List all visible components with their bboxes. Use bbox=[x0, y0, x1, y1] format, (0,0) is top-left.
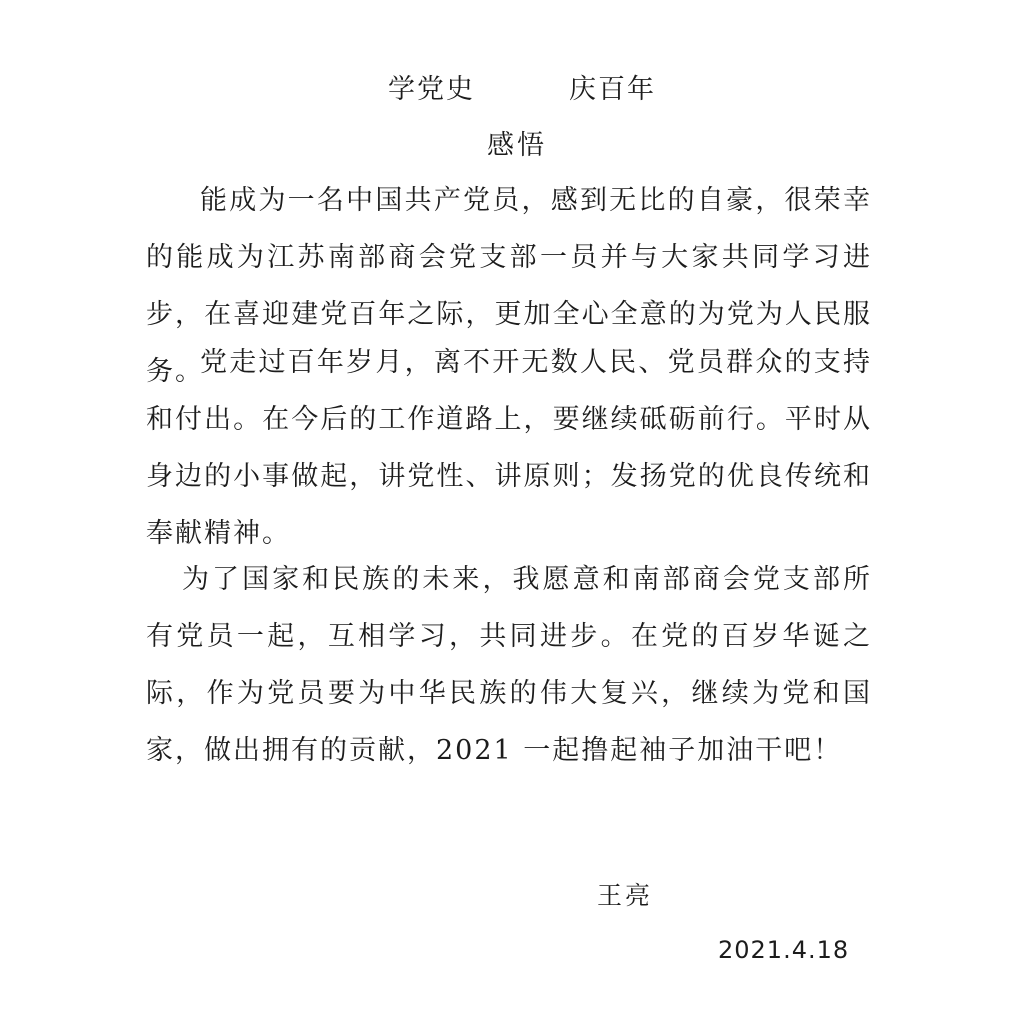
paragraph-3: 为了国家和民族的未来，我愿意和南部商会党支部所有党员一起，互相学习，共同进步。在党的百岁华诞之际，作为党员要为中华民族的伟大复兴，继续为党和国家，做出拥有的贡献，2021 一起撸起袖子加油干吧！ bbox=[146, 564, 872, 766]
subtitle: 感悟 bbox=[487, 130, 547, 161]
title-left: 学党史 bbox=[388, 74, 475, 105]
document-date: 2021.4.18 bbox=[718, 936, 850, 964]
paragraph-2: 党走过百年岁月，离不开无数人民、党员群众的支持和付出。在今后的工作道路上，要继续砥砺前行。平时从身边的小事做起，讲党性、讲原则；发扬党的优良传统和奉献精神。 bbox=[146, 347, 872, 549]
title-right: 庆百年 bbox=[569, 74, 656, 105]
author-signature: 王亮 bbox=[597, 881, 654, 910]
paragraph-1: 能成为一名中国共产党员，感到无比的自豪，很荣幸的能成为江苏南部商会党支部一员并与大家共同学习进步，在喜迎建党百年之际，更加全心全意的为党为人民服务。 bbox=[146, 185, 872, 387]
